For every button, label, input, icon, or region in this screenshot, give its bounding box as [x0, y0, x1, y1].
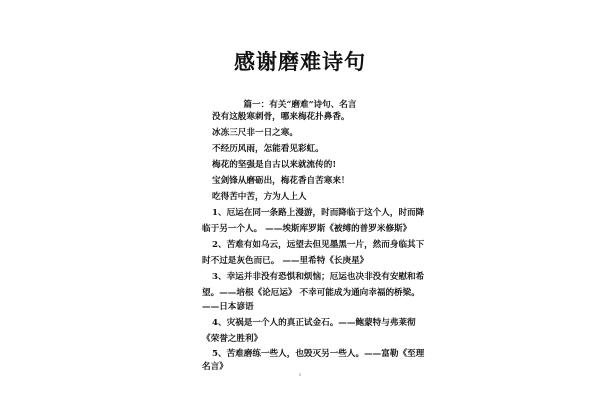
text-line: 吃得苦中苦，方为人上人	[212, 192, 307, 202]
text-line: 没有这般寒刺骨，哪来梅花扑鼻香。	[212, 112, 350, 122]
text-line: 3、幸运并非没有恐惧和烦恼；厄运也决非没有安慰和希	[212, 272, 425, 282]
text-line: 望。——培根《论厄运》 不幸可能成为通向幸福的桥梁。	[202, 288, 420, 298]
text-line: ——日本谚语	[202, 302, 254, 312]
text-line: 名言》	[202, 362, 228, 372]
text-line: 5、苦难磨练一些人，也毁灭另一些人。——富勒《至理	[212, 349, 425, 359]
text-line: 2、苦难有如乌云，远望去但见墨黑一片，然而身临其下	[212, 240, 425, 250]
text-line: 时不过是灰色而已。 ——里希特《长庚星》	[202, 256, 369, 266]
text-line: 不经历风雨，怎能看见彩虹。	[212, 144, 324, 154]
text-line: 宝剑锋从磨砺出，梅花香自苦寒来！	[212, 176, 350, 186]
text-line: 临于另一个人。 ——埃斯库罗斯《被缚的普罗米修斯》	[202, 224, 412, 234]
text-line: 梅花的坚强是自古以来就流传的!	[212, 160, 337, 170]
text-line: 4、灾祸是一个人的真正试金石。——鲍蒙特与弗莱彻	[212, 318, 416, 328]
section-heading: 篇一：有关“磨难”诗句、名言	[243, 100, 357, 110]
text-line: 冰冻三尺非一日之寒。	[212, 128, 298, 138]
document-title: 感谢磨难诗句	[234, 50, 366, 74]
page-number: 1	[298, 372, 302, 377]
text-line: 《荣誉之胜利》	[202, 334, 263, 344]
text-line: 1、厄运在同一条路上漫游，时而降临于这个人，时而降	[212, 208, 425, 218]
